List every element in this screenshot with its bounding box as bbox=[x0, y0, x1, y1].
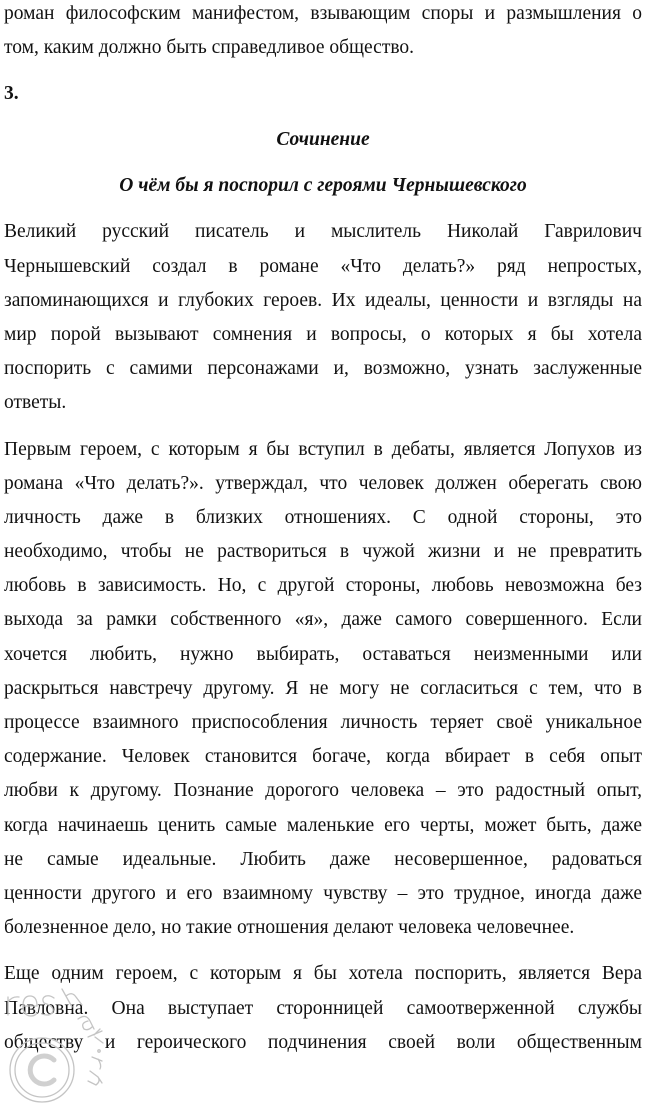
text-line: ценности другого и его взаимному чувству – это трудное, иногда даже bbox=[4, 882, 642, 904]
text-line: том, каким должно быть справедливое общество. bbox=[4, 37, 415, 59]
text-line: обществу и героического подчинения своей воли общественным bbox=[4, 1031, 642, 1053]
text-line: необходимо, чтобы не раствориться в чужой жизни и не превратить bbox=[4, 541, 642, 563]
text-line: не самые идеальные. Любить даже несовершенное, радоваться bbox=[4, 848, 642, 870]
essay-paragraph bbox=[4, 215, 642, 420]
text-line: романа «Что делать?». утверждал, что человек должен оберегать свою bbox=[4, 472, 642, 494]
text-line: Еще одним героем, с которым я бы хотела поспорить, является Вера bbox=[4, 963, 642, 985]
text-line: выхода за рамки собственного «я», даже самого совершенного. Если bbox=[4, 609, 642, 631]
text-line: личность даже в близких отношениях. С одной стороны, это bbox=[4, 506, 642, 528]
text-line: Великий русский писатель и мыслитель Николай Гаврилович bbox=[4, 221, 642, 243]
text-line: роман философским манифестом, взывающим споры и размышления о bbox=[4, 3, 642, 24]
essay-genre: Сочинение bbox=[276, 129, 370, 151]
text-line: запоминающихся и глубоких героев. Их идеалы, ценности и взгляды на bbox=[4, 289, 642, 311]
text-line: любовь в зависимость. Но, с другой стороны, любовь невозможна без bbox=[4, 575, 642, 597]
document-page bbox=[4, 0, 642, 1060]
text-line: поспорить с самими персонажами и, возможно, узнать заслуженные bbox=[4, 358, 642, 380]
text-line: любви к другому. Познание дорогого человека – это радостный опыт, bbox=[4, 780, 642, 802]
essay-paragraph bbox=[4, 957, 642, 1060]
text-line: Чернышевский создал в романе «Что делать?» ряд непростых, bbox=[4, 255, 642, 277]
text-line: когда начинаешь ценить самые маленькие его черты, может быть, даже bbox=[4, 814, 642, 836]
text-line: мир порой вызывают сомнения и вопросы, о которых я бы хотела bbox=[4, 323, 642, 345]
intro-paragraph bbox=[4, 0, 642, 65]
text-line: ответы. bbox=[4, 392, 67, 414]
text-line: Павловна. Она выступает сторонницей самоотверженной службы bbox=[4, 997, 642, 1019]
essay-paragraph bbox=[4, 433, 642, 946]
text-line: хочется любить, нужно выбирать, оставаться неизменными или bbox=[4, 643, 642, 665]
section-number: 3. bbox=[4, 83, 19, 105]
text-line: болезненное дело, но такие отношения делают человека человечнее. bbox=[4, 917, 575, 939]
text-line: Первым героем, с которым я бы вступил в дебаты, является Лопухов из bbox=[4, 438, 642, 460]
essay-body bbox=[4, 215, 642, 1060]
text-line: раскрыться навстречу другому. Я не могу не согласиться с тем, что в bbox=[4, 677, 642, 699]
text-line: содержание. Человек становится богаче, когда вбирает в себя опыт bbox=[4, 746, 642, 768]
essay-title: О чём бы я поспорил с героями Чернышевского bbox=[119, 175, 527, 197]
text-line: процессе взаимного приспособления личность теряет своё уникальное bbox=[4, 712, 642, 733]
